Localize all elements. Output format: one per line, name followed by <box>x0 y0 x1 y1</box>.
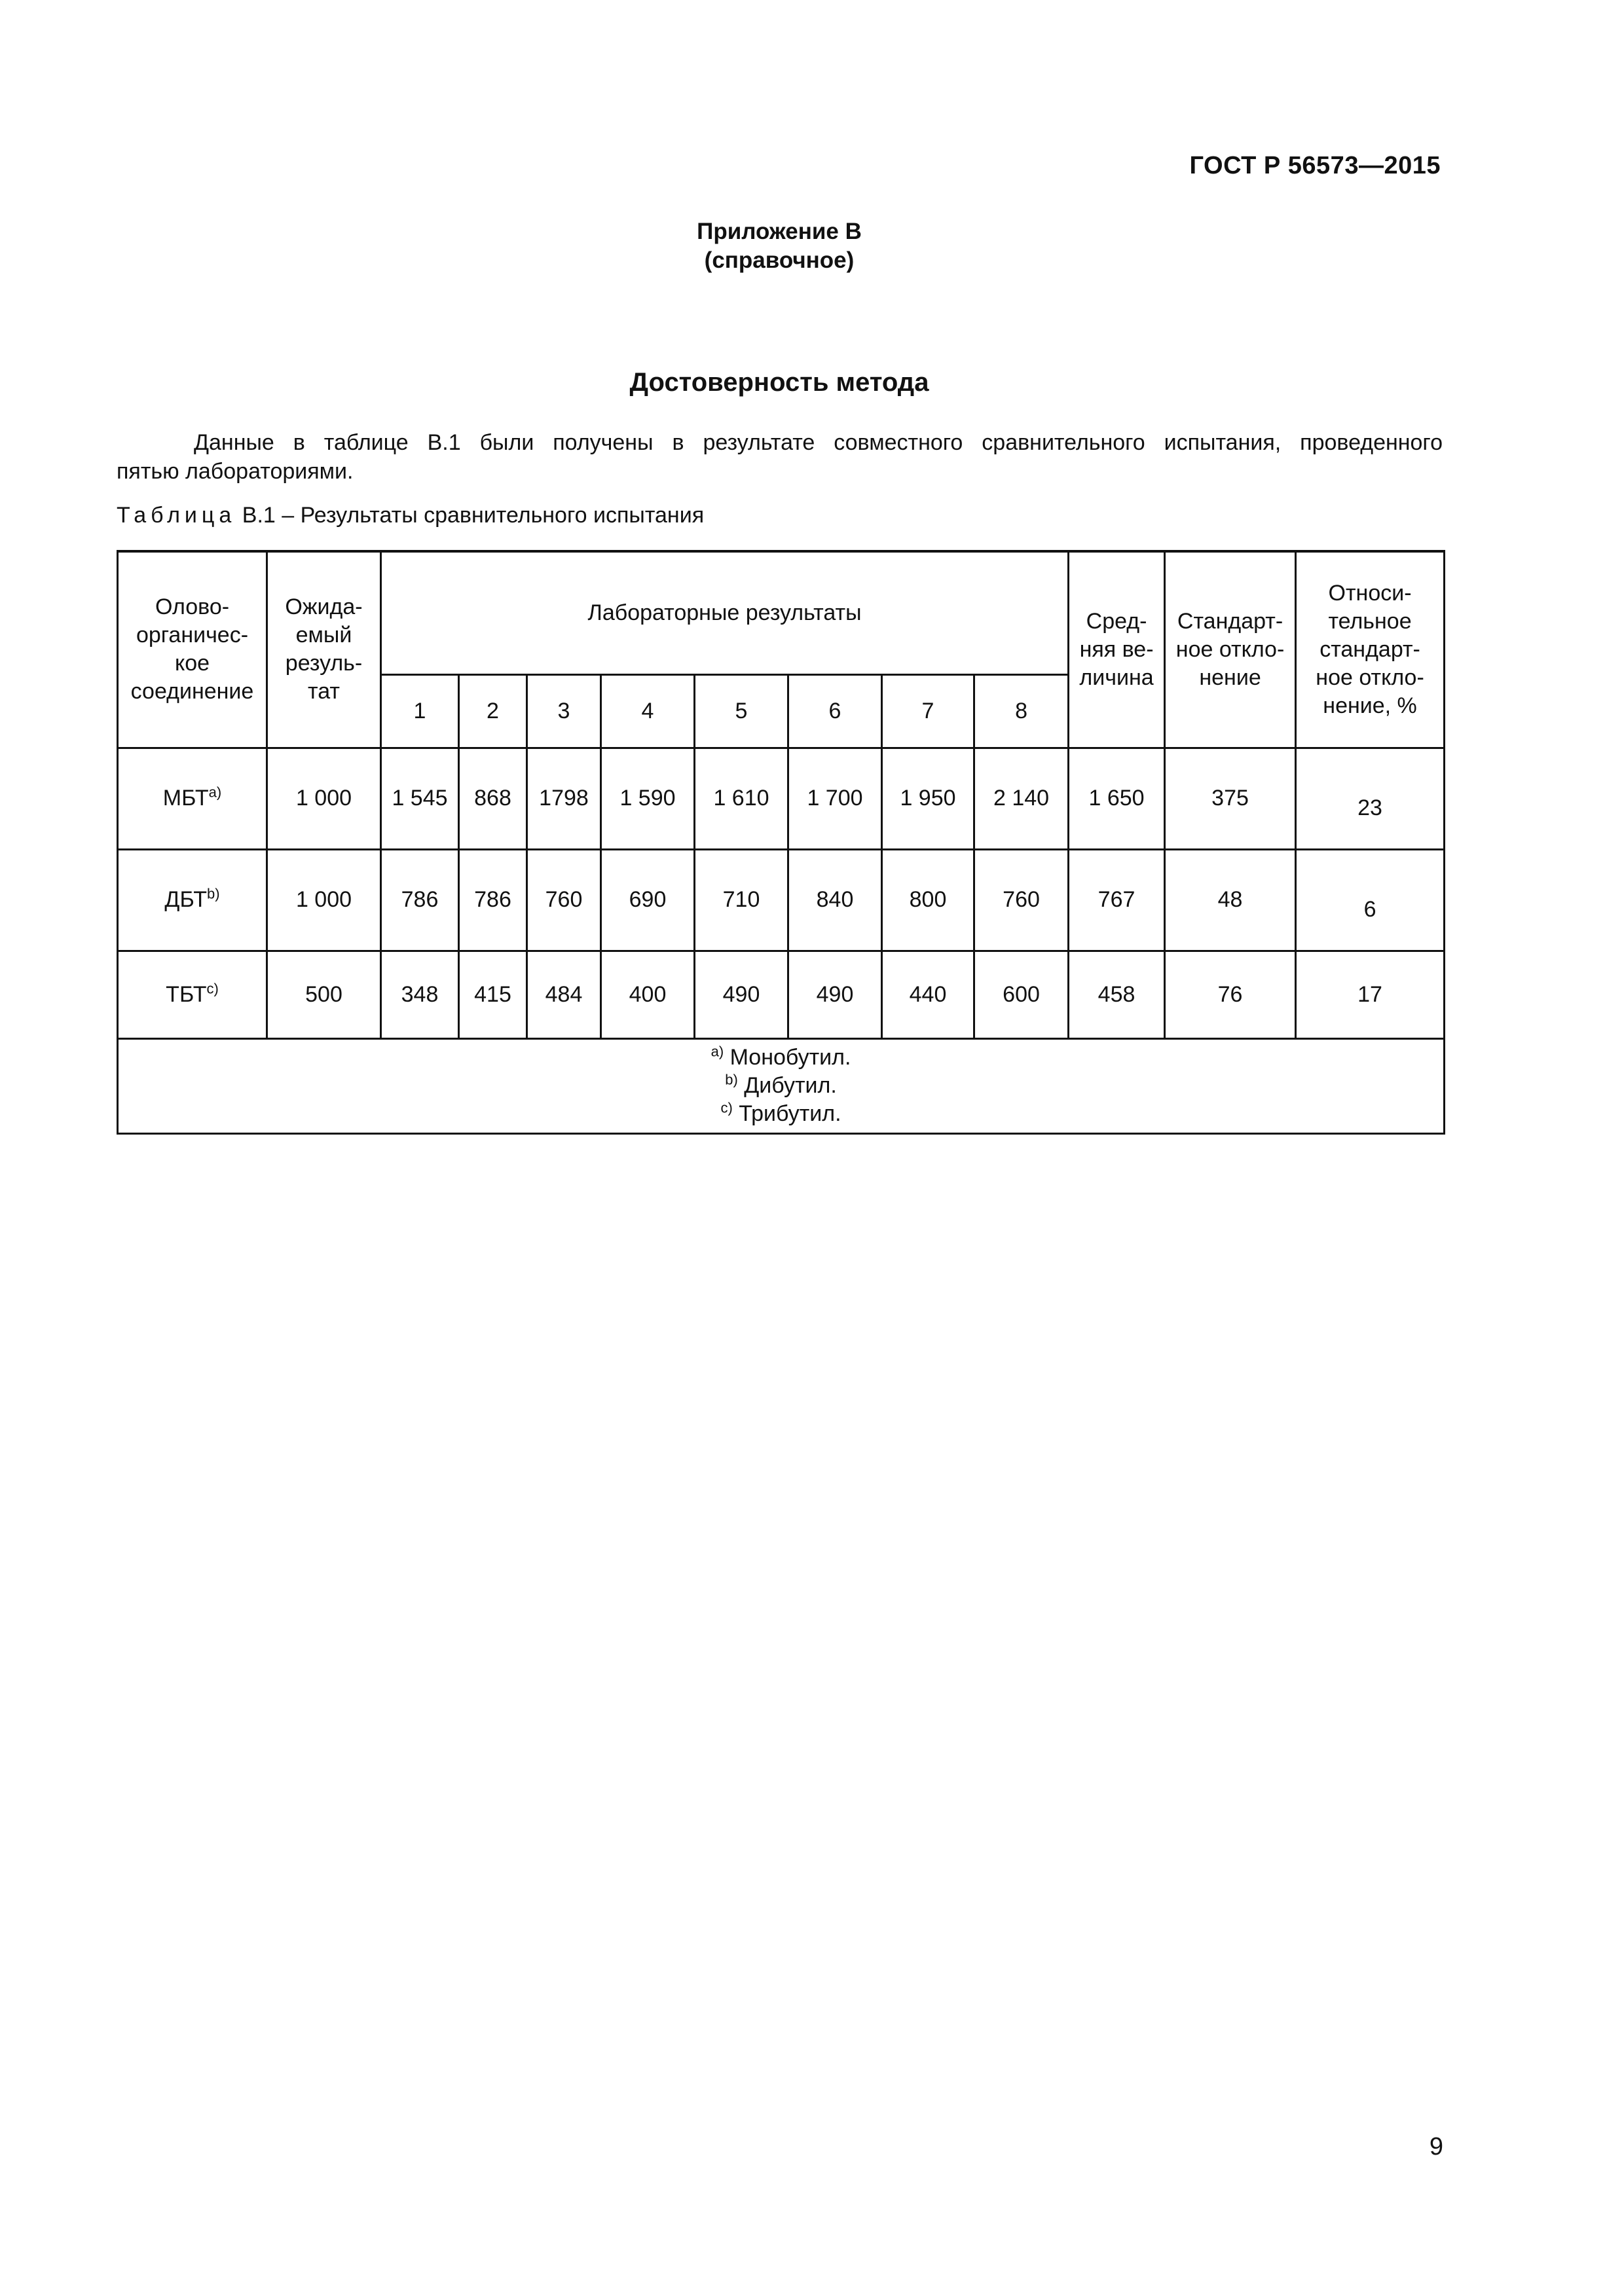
table-caption <box>117 503 704 528</box>
header-compound-line: Олово- <box>155 594 230 620</box>
header-mean <box>1069 551 1165 748</box>
row-mean: 1 650 <box>1069 748 1165 849</box>
note-mark: a) <box>208 784 222 801</box>
header-lab-3: 3 <box>527 674 601 748</box>
header-lab-7: 7 <box>882 674 974 748</box>
header-lab-6: 6 <box>788 674 882 748</box>
row-lab-value: 490 <box>695 951 788 1038</box>
row-lab-value: 710 <box>695 849 788 951</box>
header-rel-std-dev-line: Относи- <box>1328 580 1412 606</box>
header-lab-2: 2 <box>459 674 527 748</box>
row-lab-value: 786 <box>459 849 527 951</box>
row-lab-value: 1 590 <box>601 748 695 849</box>
row-expected: 1 000 <box>267 849 381 951</box>
compound-name: ТБТ <box>166 981 207 1007</box>
row-lab-value: 1798 <box>527 748 601 849</box>
note-text: Монобутил. <box>724 1045 851 1070</box>
appendix-title: Приложение В <box>697 219 862 244</box>
row-lab-value: 1 700 <box>788 748 882 849</box>
header-compound <box>118 551 267 748</box>
compound-name: МБТ <box>162 786 209 811</box>
note-mark: c) <box>206 980 219 997</box>
page-number: 9 <box>1429 2133 1443 2160</box>
gost-code: ГОСТ Р 56573—2015 <box>1189 152 1441 179</box>
row-compound <box>118 748 267 849</box>
header-rel-std-dev <box>1296 551 1445 748</box>
row-std-dev: 48 <box>1165 849 1296 951</box>
row-expected: 500 <box>267 951 381 1038</box>
note-text: Трибутил. <box>739 1101 841 1126</box>
row-rel-std-dev: 23 <box>1296 748 1445 849</box>
row-lab-value: 440 <box>882 951 974 1038</box>
note-item <box>119 1072 1443 1100</box>
note-mark: c) <box>720 1099 733 1116</box>
table-row-dbt <box>118 849 1445 951</box>
row-lab-value: 2 140 <box>974 748 1069 849</box>
row-lab-value: 868 <box>459 748 527 849</box>
header-expected-line: емый <box>295 623 352 648</box>
note-item <box>119 1044 1443 1072</box>
row-lab-value: 1 950 <box>882 748 974 849</box>
row-lab-value: 690 <box>601 849 695 951</box>
appendix-subtitle: (справочное) <box>704 247 855 273</box>
header-expected <box>267 551 381 748</box>
row-lab-value: 400 <box>601 951 695 1038</box>
results-table <box>117 550 1445 1135</box>
header-expected-line: тат <box>308 679 340 704</box>
header-compound-line: соединение <box>130 679 254 704</box>
note-text: Дибутил. <box>744 1073 837 1098</box>
intro-paragraph <box>117 428 1443 486</box>
row-lab-value: 415 <box>459 951 527 1038</box>
row-lab-value: 760 <box>527 849 601 951</box>
table-notes-row <box>118 1038 1445 1133</box>
table-row-mbt <box>118 748 1445 849</box>
header-compound-line: органичес- <box>136 623 249 648</box>
header-mean-line: няя ве- <box>1079 636 1154 662</box>
row-compound <box>118 849 267 951</box>
header-lab-8: 8 <box>974 674 1069 748</box>
note-mark: b) <box>725 1071 738 1088</box>
row-expected: 1 000 <box>267 748 381 849</box>
intro-line-2: пятью лабораториями. <box>117 459 354 484</box>
header-rel-std-dev-line: стандарт- <box>1320 636 1420 662</box>
header-expected-line: Ожида- <box>285 594 363 620</box>
section-title: Достоверность метода <box>629 368 929 397</box>
header-lab-4: 4 <box>601 674 695 748</box>
row-lab-value: 484 <box>527 951 601 1038</box>
row-rel-std-dev: 6 <box>1296 849 1445 951</box>
note-mark: b) <box>207 885 220 902</box>
row-std-dev: 375 <box>1165 748 1296 849</box>
header-rel-std-dev-line: нение, % <box>1323 693 1417 718</box>
row-lab-value: 348 <box>381 951 459 1038</box>
intro-line-1: Данные в таблице В.1 были получены в результате совместного сравнительного испытания, проведенного <box>194 430 1443 455</box>
compound-name: ДБТ <box>164 887 208 912</box>
row-lab-value: 490 <box>788 951 882 1038</box>
row-lab-value: 600 <box>974 951 1069 1038</box>
table-caption-prefix: Таблица <box>117 503 236 528</box>
note-mark: a) <box>710 1043 724 1060</box>
table-row-tbt <box>118 951 1445 1038</box>
header-mean-line: Сред- <box>1086 608 1147 634</box>
row-lab-value: 840 <box>788 849 882 951</box>
header-std-dev-line: нение <box>1199 665 1261 690</box>
header-std-dev-line: Стандарт- <box>1177 608 1283 634</box>
header-std-dev <box>1165 551 1296 748</box>
header-mean-line: личина <box>1079 665 1154 690</box>
header-rel-std-dev-line: ное откло- <box>1316 665 1424 690</box>
row-lab-value: 1 545 <box>381 748 459 849</box>
header-compound-line: кое <box>174 651 210 676</box>
table-caption-text: В.1 – Результаты сравнительного испытания <box>242 503 705 528</box>
header-rel-std-dev-line: тельное <box>1328 608 1412 634</box>
header-lab-5: 5 <box>695 674 788 748</box>
row-lab-value: 760 <box>974 849 1069 951</box>
row-lab-value: 1 610 <box>695 748 788 849</box>
header-expected-line: резуль- <box>285 651 363 676</box>
row-mean: 458 <box>1069 951 1165 1038</box>
row-std-dev: 76 <box>1165 951 1296 1038</box>
row-lab-value: 800 <box>882 849 974 951</box>
note-item <box>119 1100 1443 1128</box>
row-rel-std-dev: 17 <box>1296 951 1445 1038</box>
row-compound <box>118 951 267 1038</box>
header-std-dev-line: ное откло- <box>1175 636 1285 662</box>
row-lab-value: 786 <box>381 849 459 951</box>
row-mean: 767 <box>1069 849 1165 951</box>
table-notes <box>118 1038 1445 1133</box>
header-lab-1: 1 <box>381 674 459 748</box>
header-lab-results: Лабораторные результаты <box>381 551 1069 674</box>
